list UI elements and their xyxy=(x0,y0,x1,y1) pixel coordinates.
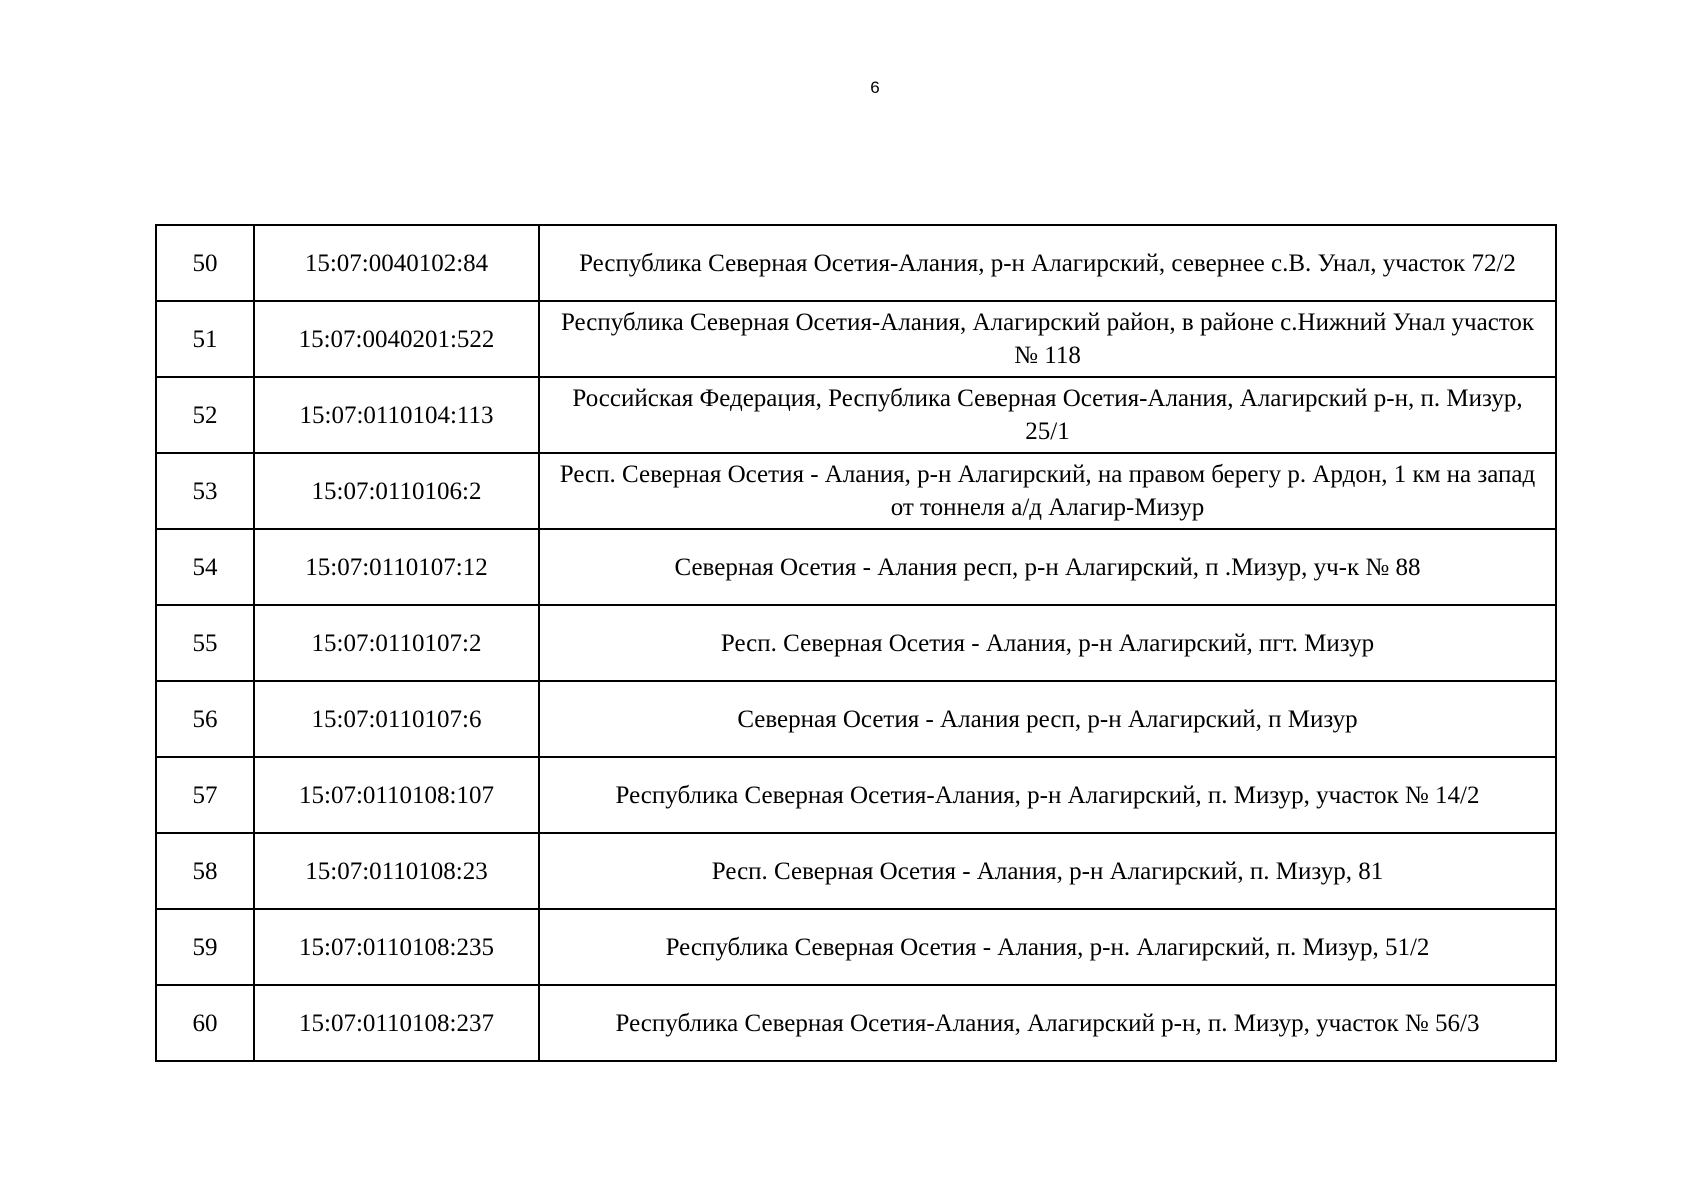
land-plots-table xyxy=(155,224,1557,1062)
address-cell: Российская Федерация, Республика Северная Осетия-Алания, Алагирский р-н, п. Мизур, 25/1 xyxy=(539,377,1556,453)
address-cell: Республика Северная Осетия-Алания, Алагирский р-н, п. Мизур, участок № 56/3 xyxy=(539,985,1556,1061)
cadastral-number-cell: 15:07:0040102:84 xyxy=(254,225,539,301)
table-row xyxy=(156,301,1556,377)
row-number-cell: 54 xyxy=(156,529,254,605)
cadastral-number-cell: 15:07:0110108:237 xyxy=(254,985,539,1061)
address-cell: Республика Северная Осетия-Алания, р-н Алагирский, п. Мизур, участок № 14/2 xyxy=(539,757,1556,833)
row-number-cell: 53 xyxy=(156,453,254,529)
table-row xyxy=(156,377,1556,453)
address-cell: Северная Осетия - Алания респ, р-н Алагирский, п Мизур xyxy=(539,681,1556,757)
address-cell: Респ. Северная Осетия - Алания, р-н Алагирский, на правом берегу р. Ардон, 1 км на запад от тоннеля а/д Алагир-Мизур xyxy=(539,453,1556,529)
row-number-cell: 60 xyxy=(156,985,254,1061)
address-cell: Респ. Северная Осетия - Алания, р-н Алагирский, пгт. Мизур xyxy=(539,605,1556,681)
table-row xyxy=(156,757,1556,833)
page-number: 6 xyxy=(870,78,880,97)
cadastral-number-cell: 15:07:0040201:522 xyxy=(254,301,539,377)
table-row xyxy=(156,681,1556,757)
cadastral-number-cell: 15:07:0110106:2 xyxy=(254,453,539,529)
address-cell: Республика Северная Осетия-Алания, Алагирский район, в районе с.Нижний Унал участок № 118 xyxy=(539,301,1556,377)
cadastral-number-cell: 15:07:0110107:6 xyxy=(254,681,539,757)
row-number-cell: 52 xyxy=(156,377,254,453)
address-cell: Северная Осетия - Алания респ, р-н Алагирский, п .Мизур, уч-к № 88 xyxy=(539,529,1556,605)
cadastral-number-cell: 15:07:0110108:23 xyxy=(254,833,539,909)
cadastral-number-cell: 15:07:0110107:2 xyxy=(254,605,539,681)
address-cell: Республика Северная Осетия - Алания, р-н. Алагирский, п. Мизур, 51/2 xyxy=(539,909,1556,985)
cadastral-number-cell: 15:07:0110108:107 xyxy=(254,757,539,833)
row-number-cell: 59 xyxy=(156,909,254,985)
table-row xyxy=(156,453,1556,529)
table-row xyxy=(156,833,1556,909)
address-cell: Республика Северная Осетия-Алания, р-н Алагирский, севернее с.В. Унал, участок 72/2 xyxy=(539,225,1556,301)
table-row xyxy=(156,909,1556,985)
cadastral-number-cell: 15:07:0110107:12 xyxy=(254,529,539,605)
address-cell: Респ. Северная Осетия - Алания, р-н Алагирский, п. Мизур, 81 xyxy=(539,833,1556,909)
row-number-cell: 56 xyxy=(156,681,254,757)
row-number-cell: 58 xyxy=(156,833,254,909)
cadastral-number-cell: 15:07:0110104:113 xyxy=(254,377,539,453)
row-number-cell: 50 xyxy=(156,225,254,301)
row-number-cell: 57 xyxy=(156,757,254,833)
table-row xyxy=(156,529,1556,605)
cadastral-number-cell: 15:07:0110108:235 xyxy=(254,909,539,985)
row-number-cell: 51 xyxy=(156,301,254,377)
table-row xyxy=(156,605,1556,681)
table-row xyxy=(156,985,1556,1061)
table-row xyxy=(156,225,1556,301)
row-number-cell: 55 xyxy=(156,605,254,681)
